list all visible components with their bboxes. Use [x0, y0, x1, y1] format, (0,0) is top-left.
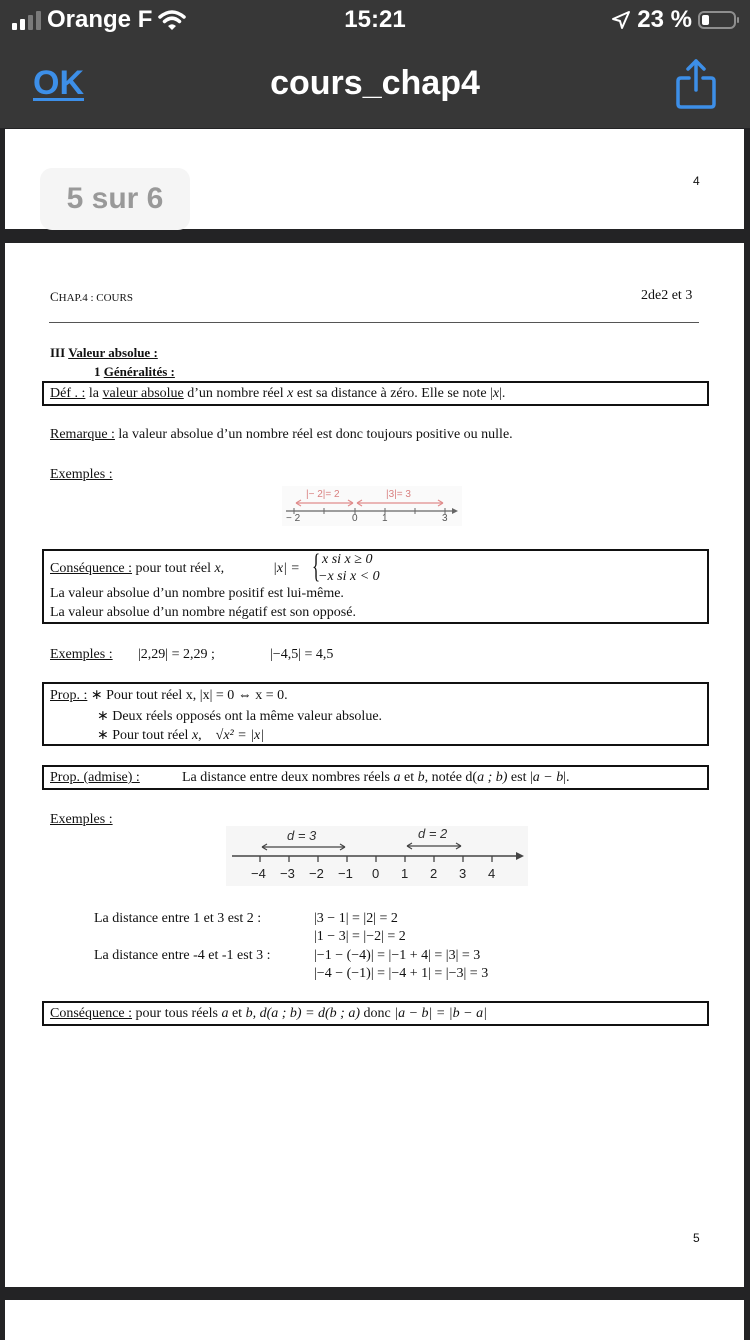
consequence-text: Conséquence : pour tout réel x, — [50, 561, 225, 576]
arrow-label-right: |3|= 3 — [386, 489, 411, 500]
distance-label-2: La distance entre -4 et -1 est 3 : — [94, 948, 271, 963]
property-line-1: Prop. : ∗ Pour tout réel x, |x| = 0 ⇔ x = 0. — [50, 688, 288, 703]
ok-button[interactable]: OK — [33, 64, 84, 102]
section-heading: III Valeur absolue : — [50, 345, 158, 360]
property-line-2: ∗ Deux réels opposés ont la même valeur absolue. — [97, 709, 383, 724]
distance-label-right: d = 2 — [418, 826, 448, 841]
property-line-3: ∗ Pour tout réel x, √x² = |x| — [97, 728, 265, 743]
tick-label: 3 — [442, 513, 448, 524]
page-number-4: 4 — [693, 174, 700, 188]
brace: { — [312, 548, 321, 585]
top-bar — [0, 0, 750, 128]
distance-label-1: La distance entre 1 et 3 est 2 : — [94, 911, 262, 926]
distance-calc-1: |3 − 1| = |2| = 2 — [314, 911, 398, 926]
examples-label-3: Exemples : — [50, 812, 113, 827]
document-title: cours_chap4 — [270, 64, 480, 102]
battery-icon — [698, 11, 736, 29]
abs-formula-lhs: |x| = — [273, 561, 300, 576]
battery-percent: 23 % — [637, 6, 692, 33]
consequence-line-2: La valeur absolue d’un nombre positif est lui-même. — [50, 586, 344, 601]
tick-label: −1 — [338, 866, 353, 881]
tick-label: −3 — [280, 866, 295, 881]
distance-calc-3: |−1 − (−4)| = |−1 + 4| = |3| = 3 — [314, 948, 481, 963]
case-negative: −x si x < 0 — [318, 569, 380, 584]
tick-label: 1 — [401, 866, 409, 881]
tick-label: 0 — [352, 513, 358, 524]
page-indicator: 5 sur 6 — [40, 168, 190, 230]
clock: 15:21 — [344, 6, 406, 33]
remark-text: Remarque : la valeur absolue d’un nombre réel est donc toujours positive ou nulle. — [50, 427, 513, 442]
header-rule — [49, 322, 699, 323]
arrow-label-left: |− 2|= 2 — [306, 489, 340, 500]
carrier-name: Orange F — [47, 6, 153, 33]
doc-header-left: CHAP.4 : COURS — [50, 289, 133, 304]
share-icon[interactable] — [674, 58, 718, 110]
tick-label: 1 — [382, 513, 388, 524]
tick-label: −2 — [309, 866, 324, 881]
example-2: |−4,5| = 4,5 — [270, 647, 334, 662]
tick-label: 0 — [372, 866, 380, 881]
location-arrow-icon — [611, 10, 631, 30]
pdf-page-6 — [5, 1300, 744, 1340]
distance-calc-4: |−4 − (−1)| = |−4 + 1| = |−3| = 3 — [314, 966, 489, 981]
tick-label: 2 — [430, 866, 438, 881]
subsection-heading: 1 Généralités : — [94, 364, 175, 379]
page-number-5: 5 — [693, 1231, 700, 1245]
doc-header-right: 2de2 et 3 — [641, 288, 693, 303]
case-positive: x si x ≥ 0 — [322, 552, 373, 567]
tick-label: 3 — [459, 866, 467, 881]
distance-definition: La distance entre deux nombres réels a et b, notée d(a ; b) est |a − b|. — [182, 770, 570, 785]
examples-label-1: Exemples : — [50, 467, 113, 482]
distance-calc-2: |1 − 3| = |−2| = 2 — [314, 929, 406, 944]
consequence-line-3: La valeur absolue d’un nombre négatif est son opposé. — [50, 605, 356, 620]
navigation-bar — [0, 48, 750, 124]
tick-label: −4 — [251, 866, 266, 881]
tick-label: 4 — [488, 866, 496, 881]
property-admitted-text: Prop. (admise) : — [50, 770, 140, 785]
consequence-2-text: Conséquence : pour tous réels a et b, d(a ; b) = d(b ; a) donc |a − b| = |b − a| — [50, 1006, 487, 1021]
distance-label-left: d = 3 — [287, 828, 317, 843]
status-bar — [0, 0, 750, 42]
examples-label-2: Exemples : — [50, 647, 113, 662]
tick-label: − 2 — [286, 513, 301, 524]
definition-text: Déf . : la valeur absolue d’un nombre réel x est sa distance à zéro. Elle se note |x|. — [50, 386, 506, 401]
example-1: |2,29| = 2,29 ; — [138, 647, 215, 662]
